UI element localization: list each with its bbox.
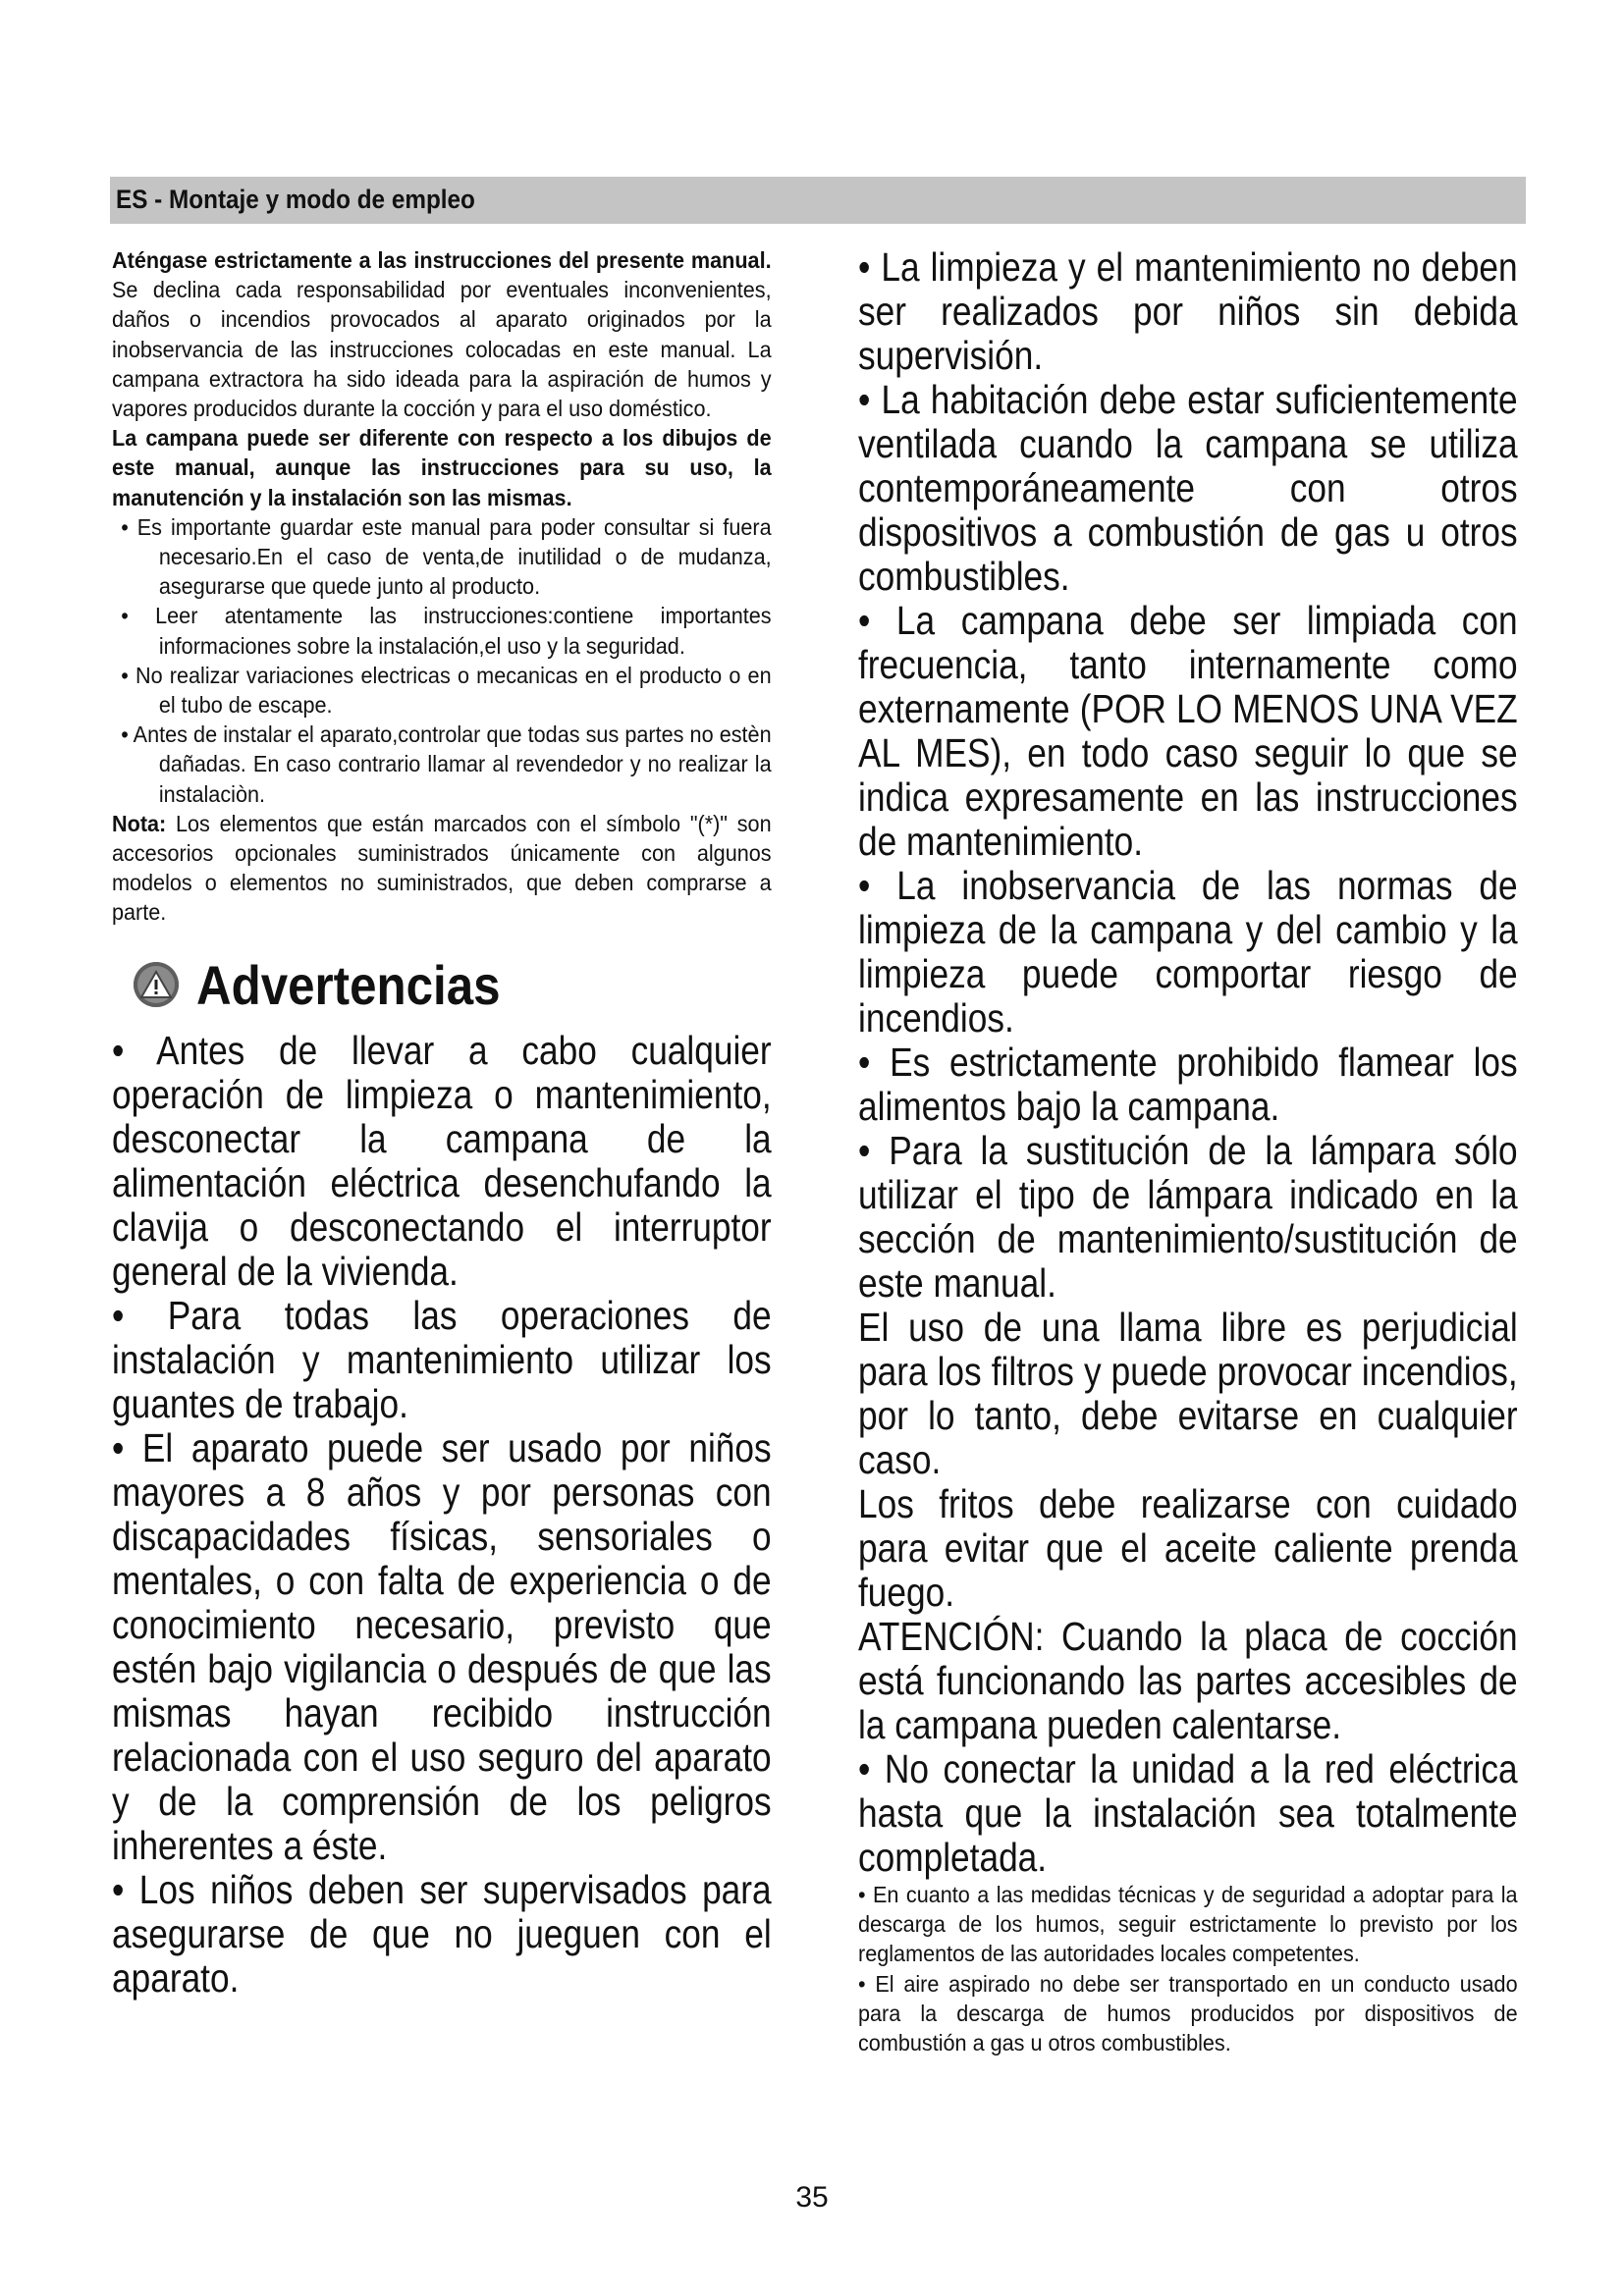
warning-paragraph: • La campana debe ser limpiada con frecuencia, tanto internamente como externamente (POR LO MENOS UNA VEZ AL MES), en todo caso seguir lo que se indica expresamente en las instrucciones de mantenimiento. — [858, 598, 1518, 864]
warning-paragraph: • La limpieza y el mantenimiento no deben ser realizados por niños sin debida supervisión. — [858, 244, 1518, 378]
warning-paragraph: • La inobservancia de las normas de limpieza de la campana y del cambio y la limpieza puede comportar riesgo de incendios. — [858, 863, 1518, 1041]
nota-text: Los elementos que están marcados con el símbolo "(*)" son accesorios opcionales suministrados únicamente con algunos modelos o elementos no suministrados, que deben comprarse a parte. — [112, 810, 772, 926]
warning-paragraph: • Es estrictamente prohibido flamear los alimentos bajo la campana. — [858, 1040, 1518, 1129]
intro-bullet: • Es importante guardar este manual para poder consultar si fuera necesario.En el caso de venta,de inutilidad o de mudanza, asegurarse que quede junto al producto. — [121, 513, 772, 600]
page-number: 35 — [795, 2181, 829, 2214]
warning-paragraph: • Para la sustitución de la lámpara sólo utilizar el tipo de lámpara indicado en la sección de mantenimiento/sustitución de este manual. — [858, 1128, 1518, 1306]
intro-rest: Se declina cada responsabilidad por eventuales inconvenientes, daños o incendios provocados al aparato originados por la inobservancia de las instrucciones colocadas en este manual. La campana extractora ha sido ideada para la aspiración de humos y vapores producidos durante la cocción y para el uso doméstico. — [112, 277, 772, 422]
intro-bullet: • Leer atentamente las instrucciones:contiene importantes informaciones sobre la instalación,el uso y la seguridad. — [121, 603, 772, 659]
intro-bullet-list — [112, 512, 772, 809]
warning-paragraph: • Antes de llevar a cabo cualquier operación de limpieza o mantenimiento, desconectar la campana de la alimentación eléctrica desenchufando la clavija o desconectando el interruptor general de la vivienda. — [112, 1027, 772, 1294]
intro-bullet: • Antes de instalar el aparato,controlar que todas sus partes no estèn dañadas. En caso contrario llamar al revendedor y no realizar la instalaciòn. — [121, 721, 772, 807]
warning-paragraph: Los fritos debe realizarse con cuidado para evitar que el aceite caliente prenda fuego. — [858, 1481, 1518, 1615]
intro-bullet: • No realizar variaciones electricas o mecanicas en el producto o en el tubo de escape. — [121, 662, 772, 719]
warning-paragraph: • No conectar la unidad a la red eléctrica hasta que la instalación sea totalmente completada. — [858, 1746, 1518, 1880]
small-paragraph: • El aire aspirado no debe ser transportado en un conducto usado para la descarga de humos producidos por dispositivos de combustión a gas u otros combustibles. — [858, 1970, 1518, 2056]
section-header — [110, 177, 1526, 224]
warning-paragraph: • Para todas las operaciones de instalación y mantenimiento utilizar los guantes de trabajo. — [112, 1292, 772, 1426]
warning-paragraph: • El aparato puede ser usado por niños mayores a 8 años y por personas con discapacidades físicas, sensoriales o mentales, o con falta de experiencia o de conocimiento necesario, previsto que estén bajo vigilancia o después de que las mismas hayan recibido instrucción relacionada con el uso seguro del aparato y de la comprensión de los peligros inherentes a éste. — [112, 1424, 772, 1868]
warning-paragraph: ATENCIÓN: Cuando la placa de cocción está funcionando las partes accesibles de la campana pueden calentarse. — [858, 1614, 1518, 1747]
intro-paragraph — [112, 245, 772, 423]
warning-icon — [134, 962, 179, 1007]
intro-bold-paragraph: La campana puede ser diferente con respecto a los dibujos de este manual, aunque las instrucciones para su uso, la manutención y la instalación son las mismas. — [112, 425, 772, 510]
right-column — [858, 245, 1526, 2057]
warning-paragraph: El uso de una llama libre es perjudicial para los filtros y puede provocar incendios, por lo tanto, debe evitarse en cualquier caso. — [858, 1305, 1518, 1482]
nota-label: Nota: — [112, 810, 167, 836]
warnings-title: Advertencias — [196, 953, 501, 1016]
nota-paragraph — [112, 809, 772, 928]
warning-paragraph: • La habitación debe estar suficientemente ventilada cuando la campana se utiliza contemporáneamente con otros dispositivos a combustión de gas u otros combustibles. — [858, 377, 1518, 599]
small-paragraph: • En cuanto a las medidas técnicas y de seguridad a adoptar para la descarga de los humos, seguir estrictamente lo previsto por los reglamentos de las autoridades locales competentes. — [858, 1882, 1518, 1967]
section-title: ES - Montaje y modo de empleo — [116, 185, 475, 214]
warnings-heading — [134, 953, 772, 1017]
warning-paragraph: • Los niños deben ser supervisados para asegurarse de que no jueguen con el aparato. — [112, 1866, 772, 2001]
intro-bold: Aténgase estrictamente a las instrucciones del presente manual. — [112, 247, 772, 273]
left-column — [112, 245, 772, 2001]
